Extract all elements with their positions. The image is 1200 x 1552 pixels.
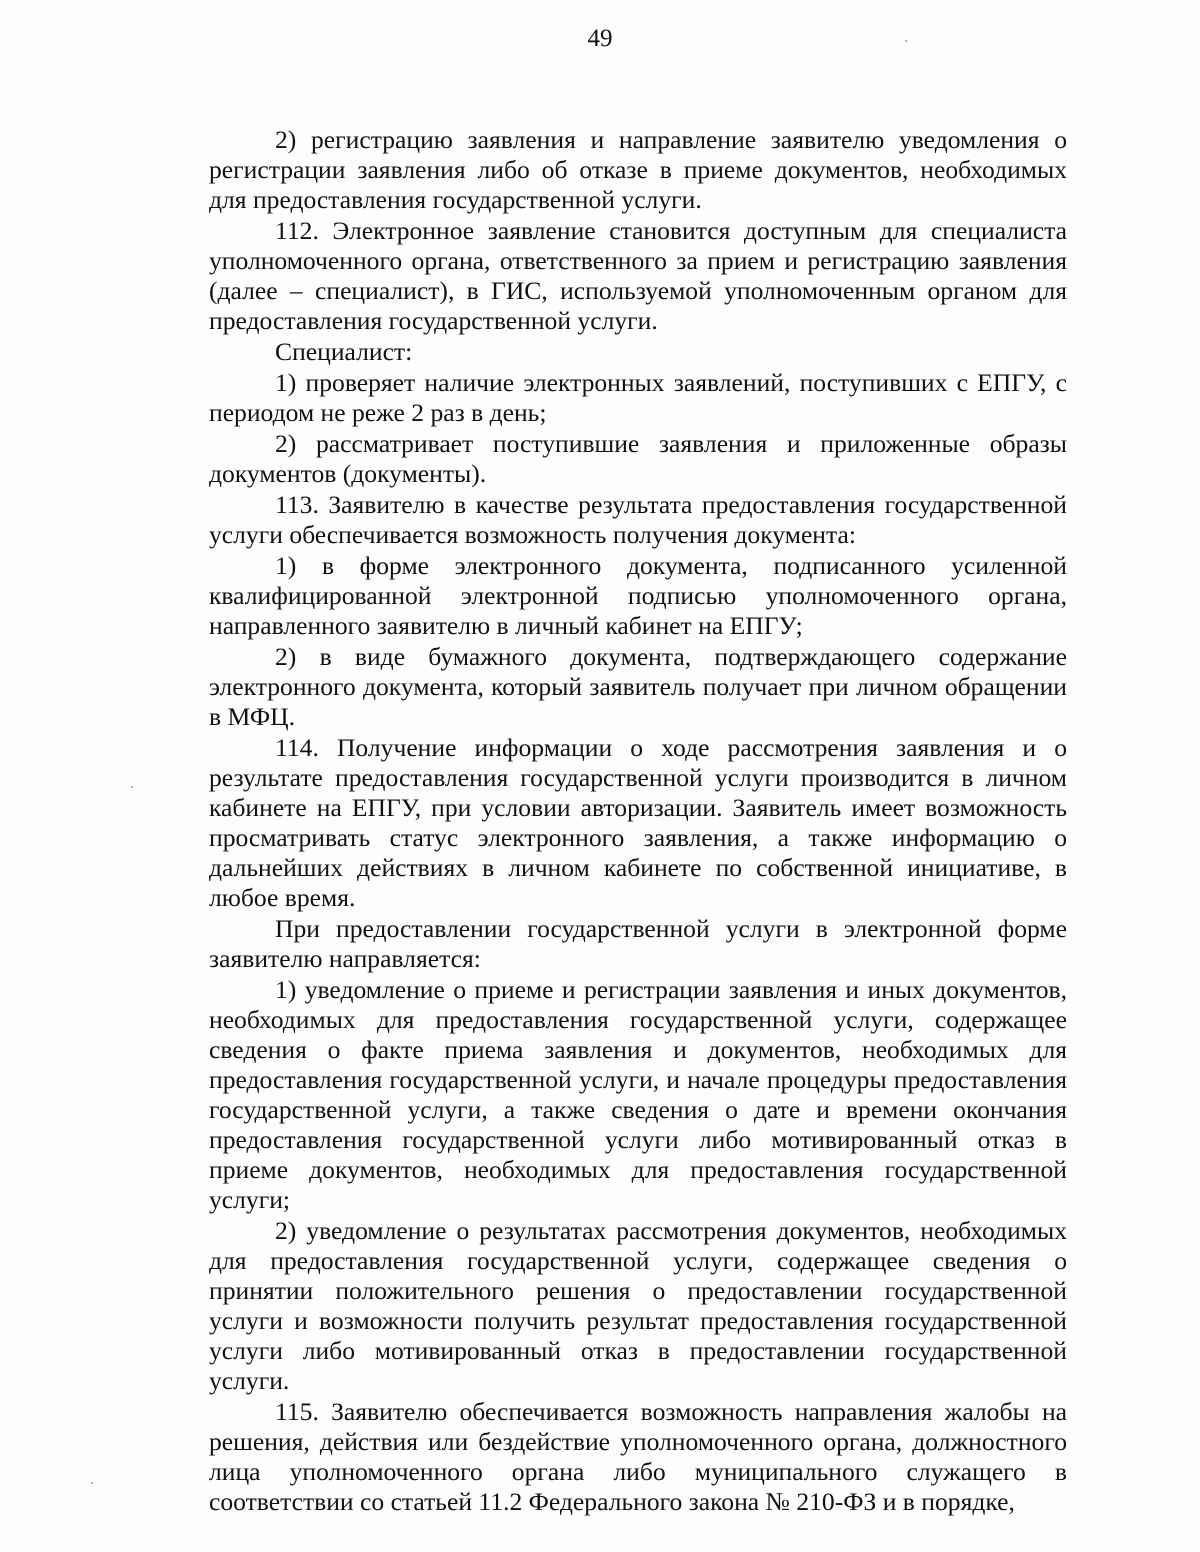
paragraph: 113. Заявителю в качестве результата предоставления государственной услуги обеспечивается возможность получения документа: (209, 490, 1067, 549)
paragraph: 2) уведомление о результатах рассмотрения документов, необходимых для предоставления государственной услуги, содержащее сведения о принятии положительного решения о предоставлении государственной услуги и возможности получить результат предоставления государственной услуги либо мотивированный отказ в предоставлении государственной услуги. (209, 1216, 1067, 1395)
scan-speck (91, 1482, 93, 1484)
paragraph: 2) рассматривает поступившие заявления и приложенные образы документов (документы). (209, 429, 1067, 488)
paragraph: 1) в форме электронного документа, подписанного усиленной квалифицированной электронной подписью уполномоченного органа, направленного заявителю в личный кабинет на ЕПГУ; (209, 551, 1067, 640)
scan-speck (905, 40, 907, 42)
scan-speck (131, 786, 133, 788)
paragraph: 112. Электронное заявление становится доступным для специалиста уполномоченного органа, ответственного за прием и регистрацию заявления (далее – специалист), в ГИС, используемой уполномоченным органом для предоставления государственной услуги. (209, 216, 1067, 335)
paragraph: 2) регистрацию заявления и направление заявителю уведомления о регистрации заявления либо об отказе в приеме документов, необходимых для предоставления государственной услуги. (209, 125, 1067, 214)
paragraph: 114. Получение информации о ходе рассмотрения заявления и о результате предоставления государственной услуги производится в личном кабинете на ЕПГУ, при условии авторизации. Заявитель имеет возможность просматривать статус электронного заявления, а также информацию о дальнейших действиях в личном кабинете по собственной инициативе, в любое время. (209, 733, 1067, 912)
page-number: 49 (587, 25, 613, 52)
paragraph: 1) проверяет наличие электронных заявлений, поступивших с ЕПГУ, с периодом не реже 2 раз в день; (209, 368, 1067, 427)
paragraph: 1) уведомление о приеме и регистрации заявления и иных документов, необходимых для предоставления государственной услуги, содержащее сведения о факте приема заявления и документов, необходимых для предоставления государственной услуги, и начале процедуры предоставления государственной услуги, а также сведения о дате и времени окончания предоставления государственной услуги либо мотивированный отказ в приеме документов, необходимых для предоставления государственной услуги; (209, 975, 1067, 1214)
paragraph: 115. Заявителю обеспечивается возможность направления жалобы на решения, действия или бездействие уполномоченного органа, должностного лица уполномоченного органа либо муниципального служащего в соответствии со статьей 11.2 Федерального закона № 210-ФЗ и в порядке, (209, 1397, 1067, 1516)
paragraph: 2) в виде бумажного документа, подтверждающего содержание электронного документа, который заявитель получает при личном обращении в МФЦ. (209, 642, 1067, 731)
document-body (209, 125, 1067, 1517)
paragraph: Специалист: (275, 337, 413, 366)
paragraph: При предоставлении государственной услуги в электронной форме заявителю направляется: (209, 914, 1067, 973)
